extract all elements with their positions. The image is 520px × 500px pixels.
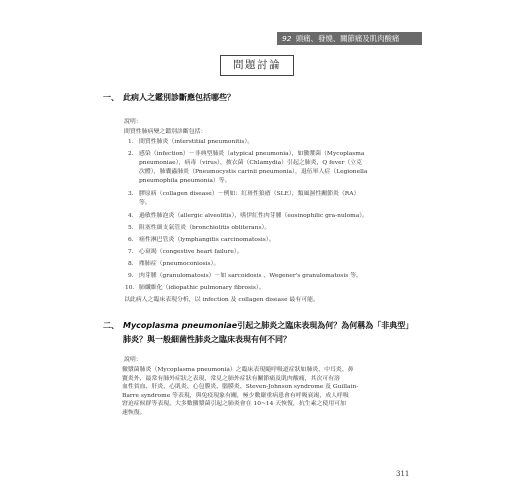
paragraph-line: 速恢復。 bbox=[122, 409, 146, 416]
question-1-explain-label: 說明： bbox=[124, 119, 142, 125]
question-2-explain-label: 說明： bbox=[124, 357, 142, 363]
list-item: 5. 阻塞性細支氣管炎（bronchiolitis obliterans）。 bbox=[128, 225, 271, 231]
list-item: 8. 塵肺症（pneumoconiosis）。 bbox=[128, 261, 220, 267]
question-2-heading-line2: 肺炎？與一般細菌性肺炎之臨床表現有何不同？ bbox=[123, 335, 291, 344]
list-item: 1. 間質性肺炎（interstitial pneumonitis）。 bbox=[128, 139, 254, 145]
question-2-title: 引起之肺炎之臨床表現為何？為何稱為「非典型」 bbox=[237, 321, 414, 330]
question-1-intro: 間質性肺病變之鑑別診斷包括： bbox=[124, 129, 207, 135]
paragraph-line: 竇炎外，最常有肺外症狀之表現，常見之肺外症狀有關節痛及肌肉酸痛，其次可有溶 bbox=[122, 375, 340, 382]
list-item: 3. 膠原病（collagen disease）－例如：紅斑性狼瘡（SLE），類風濕性關節炎（RA） bbox=[128, 191, 360, 197]
question-1-number: 一、 bbox=[103, 93, 119, 102]
list-item-continuation: pneumoniae），病毒（virus），披衣菌（Chlamydia）引起之肺炎，Q fever（立克 bbox=[139, 160, 363, 166]
running-header bbox=[277, 32, 422, 45]
chapter-number: 92 bbox=[282, 34, 292, 43]
list-item: 2. 感染（infection）－非典型肺炎（atypical pneumonia），如黴漿菌（Mycoplasma bbox=[128, 151, 365, 157]
question-2-organism: Mycoplasma pneumoniae bbox=[123, 321, 238, 330]
list-item-continuation: pneumophila pneumonia）等。 bbox=[139, 178, 231, 184]
list-item-continuation: 次體），肺囊蟲肺炎（Pneumocystis carinii pneumonia），退伍軍人症（Legionella bbox=[139, 169, 368, 175]
paragraph-line: 窘迫症候群等表現。大多數黴漿菌引起之肺炎會在 10~14 天恢復，抗生素之使用可加 bbox=[122, 401, 346, 408]
question-1-heading bbox=[103, 92, 235, 103]
question-2-heading bbox=[103, 320, 413, 331]
question-2-number: 二、 bbox=[103, 321, 119, 330]
question-1-title: 此病人之鑑別診斷應包括哪些？ bbox=[123, 93, 235, 102]
paragraph-line: 血性貧血、肝炎、心肌炎、心包膜炎、腦膜炎、Steven-Johnson syndrome 及 Guillain- bbox=[122, 384, 359, 391]
list-item: 7. 心衰竭（congestive heart failure）。 bbox=[128, 249, 243, 255]
question-1-conclusion: 以此病人之臨床表現分析，以 infection 及 collagen disease 最有可能。 bbox=[124, 297, 319, 303]
list-item: 9. 肉芽腫（granulomatosis）－如 sarcoidosis 、Wegener's granulomatosis 等。 bbox=[128, 273, 362, 279]
list-item: 10. 肺纖維化（idiopathic pulmonary fibrosis）。 bbox=[125, 285, 265, 291]
paragraph-line: Barre syndrome 等表現，與免疫現象有關，極少數嚴重病患會有呼吸衰竭，成人呼吸 bbox=[122, 392, 349, 399]
list-item: 4. 過敏性肺泡炎（allergic alveolitis），嗜伊紅性肉芽腫（eosinophilic gra-nuloma）。 bbox=[128, 213, 369, 219]
section-title: 問題討論 bbox=[220, 55, 294, 76]
list-item: 6. 癌性淋巴管炎（lymphangitis carcinomatosis）。 bbox=[128, 237, 275, 243]
page-number: 311 bbox=[396, 470, 410, 478]
paragraph-line: 黴漿菌肺炎（Mycoplasma pneumonia）之臨床表現隨呼吸道症狀如肺炎、中耳炎、鼻 bbox=[122, 367, 354, 373]
question-2-paragraph bbox=[122, 366, 418, 418]
chapter-title: 頭痛、發燒、關節痛及肌肉酸痛 bbox=[295, 34, 400, 43]
list-item-continuation: 等。 bbox=[139, 200, 151, 206]
